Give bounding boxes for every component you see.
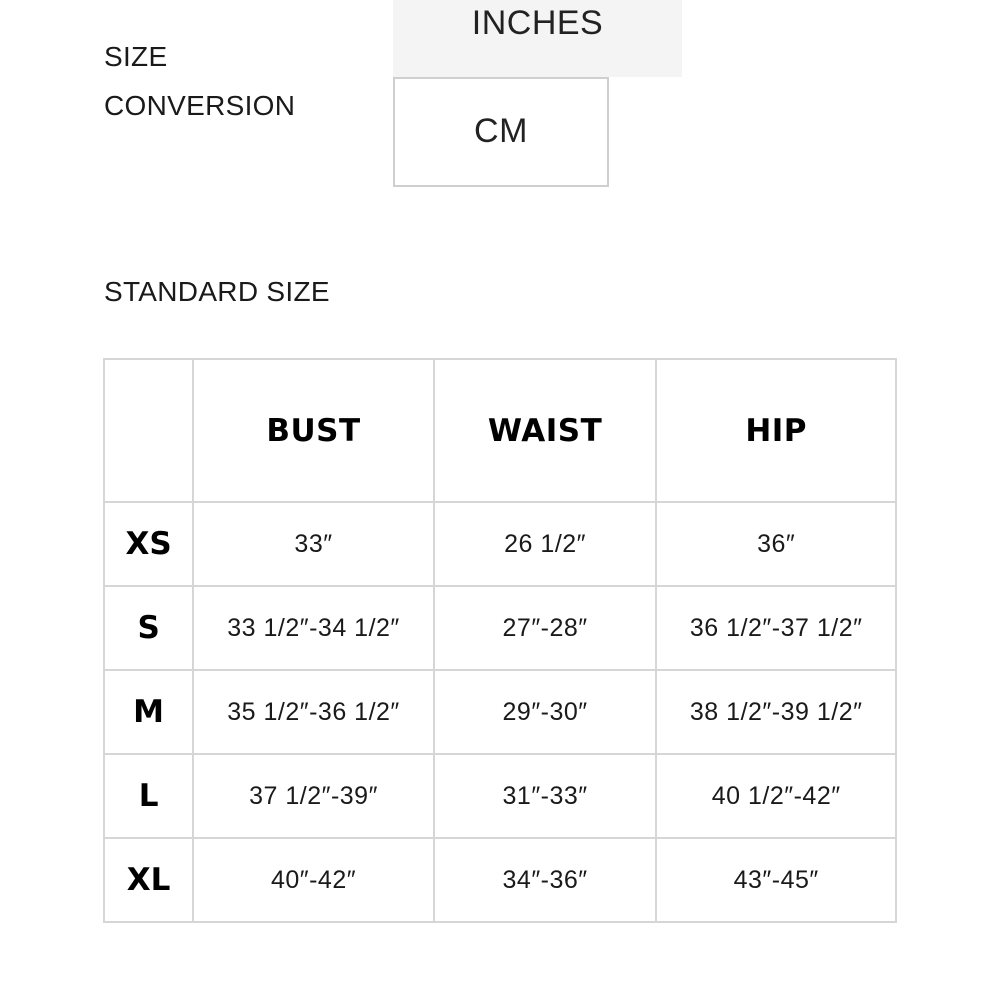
header-size	[104, 359, 193, 502]
size-cell: XS	[104, 502, 193, 586]
waist-cell: 27″-28″	[434, 586, 657, 670]
table-row	[104, 838, 896, 922]
header-hip: HIP	[656, 359, 896, 502]
waist-cell: 34″-36″	[434, 838, 657, 922]
header-bust: BUST	[193, 359, 434, 502]
size-chart-table	[103, 358, 897, 923]
hip-cell: 36″	[656, 502, 896, 586]
table-row	[104, 586, 896, 670]
tab-cm[interactable]: CM	[393, 77, 609, 187]
waist-cell: 26 1/2″	[434, 502, 657, 586]
hip-cell: 40 1/2″-42″	[656, 754, 896, 838]
size-cell: M	[104, 670, 193, 754]
size-cell: L	[104, 754, 193, 838]
table-row	[104, 670, 896, 754]
bust-cell: 33″	[193, 502, 434, 586]
size-conversion-label-line1: SIZE	[104, 41, 168, 72]
table-row	[104, 502, 896, 586]
bust-cell: 33 1/2″-34 1/2″	[193, 586, 434, 670]
bust-cell: 35 1/2″-36 1/2″	[193, 670, 434, 754]
waist-cell: 29″-30″	[434, 670, 657, 754]
waist-cell: 31″-33″	[434, 754, 657, 838]
section-title-standard-size: STANDARD SIZE	[104, 276, 330, 307]
hip-cell: 36 1/2″-37 1/2″	[656, 586, 896, 670]
size-conversion-label	[104, 32, 364, 130]
hip-cell: 38 1/2″-39 1/2″	[656, 670, 896, 754]
size-conversion-label-line2: CONVERSION	[104, 90, 296, 121]
header-waist: WAIST	[434, 359, 657, 502]
tab-inches[interactable]: INCHES	[393, 0, 682, 77]
table-header-row	[104, 359, 896, 502]
table-row	[104, 754, 896, 838]
size-cell: S	[104, 586, 193, 670]
size-cell: XL	[104, 838, 193, 922]
hip-cell: 43″-45″	[656, 838, 896, 922]
bust-cell: 37 1/2″-39″	[193, 754, 434, 838]
bust-cell: 40″-42″	[193, 838, 434, 922]
